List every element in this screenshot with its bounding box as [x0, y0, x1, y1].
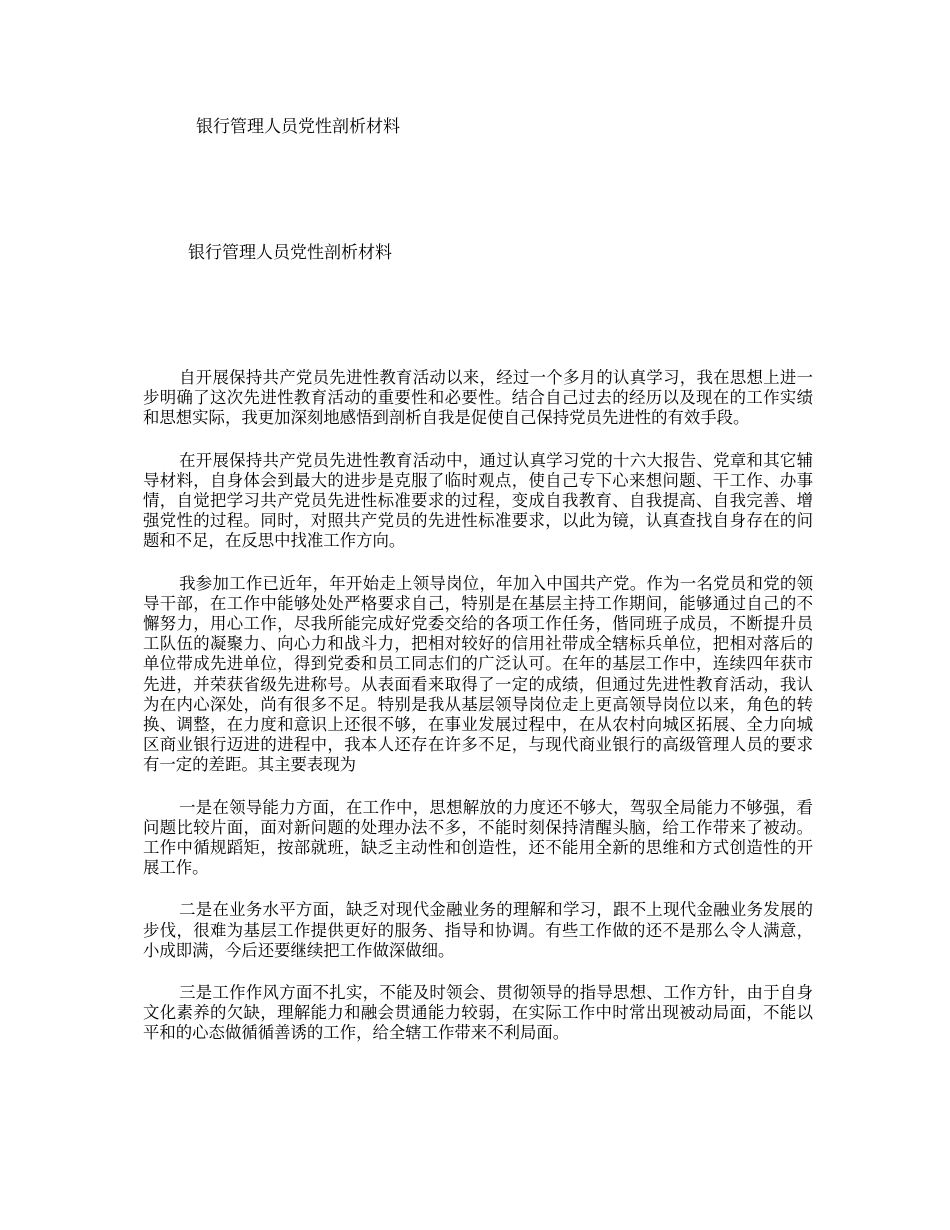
paragraph-3: 我参加工作已近年，年开始走上领导岗位，年加入中国共产党。作为一名党员和党的领导干部，在工作中能够处处严格要求自己，特别是在基层主持工作期间，能够通过自己的不懈努力，用心工作，尽我所能完成好党委交给的各项工作任务，偕同班子成员，不断提升员工队伍的凝聚力、向心力和战斗力，把相对较好的信用社带成全辖标兵单位，把相对落后的单位带成先进单位，得到党委和员工同志们的广泛认可。在年的基层工作中，连续四年获市先进，并荣获省级先进称号。从表面看来取得了一定的成绩，但通过先进性教育活动，我认为在内心深处，尚有很多不足。特别是我从基层领导岗位走上更高领导岗位以来，角色的转换、调整，在力度和意识上还很不够，在事业发展过程中，在从农村向城区拓展、全力向城区商业银行迈进的进程中，我本人还存在许多不足，与现代商业银行的高级管理人员的要求有一定的差距。其主要表现为 [143, 573, 813, 775]
paragraph-5: 二是在业务水平方面，缺乏对现代金融业务的理解和学习，跟不上现代金融业务发展的步伐，很难为基层工作提供更好的服务、指导和协调。有些工作做的还不是那么令人满意，小成即满，今后还要继续把工作做深做细。 [143, 900, 813, 960]
header-title: 银行管理人员党性剖析材料 [196, 117, 400, 137]
document-body [143, 368, 813, 1066]
paragraph-6: 三是工作作风方面不扎实，不能及时领会、贯彻领导的指导思想、工作方针，由于自身文化素养的欠缺，理解能力和融会贯通能力较弱，在实际工作中时常出现被动局面，不能以平和的心态做循循善诱的工作，给全辖工作带来不利局面。 [143, 983, 813, 1043]
paragraph-2: 在开展保持共产党员先进性教育活动中，通过认真学习党的十六大报告、党章和其它辅导材料，自身体会到最大的进步是克服了临时观点，使自己专下心来想问题、干工作、办事情，自觉把学习共产党员先进性标准要求的过程，变成自我教育、自我提高、自我完善、增强党性的过程。同时，对照共产党员的先进性标准要求，以此为镜，认真查找自身存在的问题和不足，在反思中找准工作方向。 [143, 450, 813, 551]
document-title: 银行管理人员党性剖析材料 [188, 243, 392, 263]
paragraph-1: 自开展保持共产党员先进性教育活动以来，经过一个多月的认真学习，我在思想上进一步明确了这次先进性教育活动的重要性和必要性。结合自己过去的经历以及现在的工作实绩和思想实际，我更加深刻地感悟到剖析自我是促使自己保持党员先进性的有效手段。 [143, 368, 813, 428]
paragraph-4: 一是在领导能力方面，在工作中，思想解放的力度还不够大，驾驭全局能力不够强，看问题比较片面，面对新问题的处理办法不多，不能时刻保持清醒头脑，给工作带来了被动。工作中循规蹈矩，按部就班，缺乏主动性和创造性，还不能用全新的思维和方式创造性的开展工作。 [143, 797, 813, 878]
